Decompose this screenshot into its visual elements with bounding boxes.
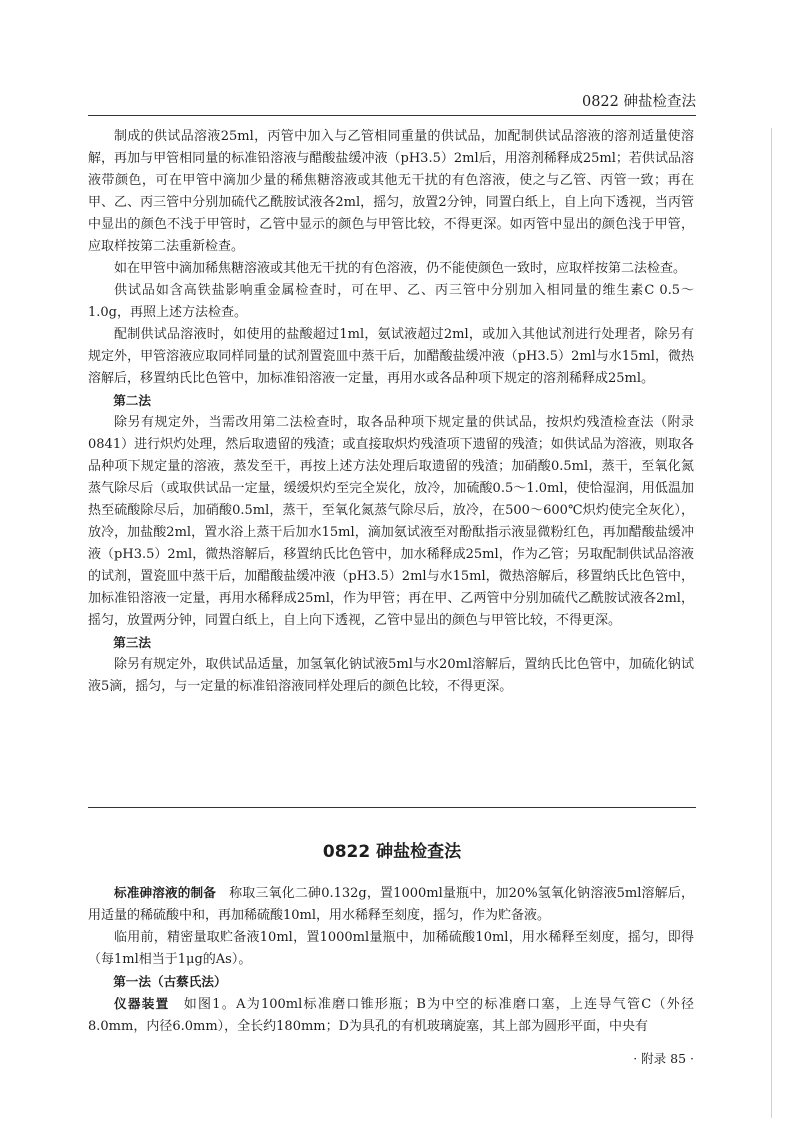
paragraph: 除另有规定外，取供试品适量，加氢氧化钠试液5ml与水20ml溶解后，置纳氏比色管中，加硫化钠试液5滴，摇匀，与一定量的标准铅溶液同样处理后的颜色比较，不得更深。	[88, 657, 694, 694]
section-rule	[88, 807, 696, 808]
paragraph: 临用前，精密量取贮备液10ml，置1000ml量瓶中，加稀硫酸10ml，用水稀释至刻度，摇匀，即得（每1ml相当于1μg的As）。	[88, 930, 694, 967]
running-header: 0822 砷盐检查法	[581, 94, 696, 110]
paragraph-text: 如图1。A为100ml标准磨口锥形瓶；B为中空的标准磨口塞，上连导气管C（外径8.0mm，内径6.0mm），全长约180mm；D为具孔的有机玻璃旋塞，其上部为圆形平面，中央有	[88, 997, 694, 1034]
subheading-method-3: 第三法	[113, 635, 151, 650]
header-rule	[88, 115, 696, 116]
paragraph: 除另有规定外，当需改用第二法检查时，取各品种项下规定量的供试品，按炽灼残渣检查法（附录0841）进行炽灼处理，然后取遗留的残渣；或直接取炽灼残渣项下遗留的残渣；如供试品为溶液，则取各品种项下规定量的溶液，蒸发至干，再按上述方法处理后取遗留的残渣；加硝酸0.5ml，蒸干，至氧化氮蒸气除尽后（或取供试品一定量，缓缓炽灼至完全炭化，放冷，加硫酸0.5～1.0ml，使恰湿润，用低温加热至硫酸除尽后，加硝酸0.5ml，蒸干，至氧化氮蒸气除尽后，放冷，在500～600℃炽灼使完全灰化），放冷，加盐酸2ml，置水浴上蒸干后加水15ml，滴加氨试液至对酚酞指示液显微粉红色，再加醋酸盐缓冲液（pH3.5）2ml，微热溶解后，移置纳氏比色管中，加水稀释成25ml，作为乙管；另取配制供试品溶液的试剂，置瓷皿中蒸干后，加醋酸盐缓冲液（pH3.5）2ml与水15ml，微热溶解后，移置纳氏比色管中，加标准铅溶液一定量，再用水稀释成25ml，作为甲管；再在甲、乙两管中分别加硫代乙酰胺试液各2ml，摇匀，放置两分钟，同置白纸上，自上向下透视，乙管中显出的颜色与甲管比较，不得更深。	[88, 415, 694, 628]
paragraph: 如在甲管中滴加稀焦糖溶液或其他无干扰的有色溶液，仍不能使颜色一致时，应取样按第二法检查。	[114, 261, 687, 276]
section-title: 0822 砷盐检查法	[322, 842, 462, 862]
paragraph	[88, 882, 694, 927]
subheading-method-2: 第二法	[113, 393, 151, 408]
paragraph: 制成的供试品溶液25ml，丙管中加入与乙管相同重量的供试品，加配制供试品溶液的溶剂适量使溶解，再加与甲管相同量的标准铅溶液与醋酸盐缓冲液（pH3.5）2ml后，用溶剂稀释成25ml；若供试品溶液带颜色，可在甲管中滴加少量的稀焦糖溶液或其他无干扰的有色溶液，使之与乙管、丙管一致；再在甲、乙、丙三管中分别加硫代乙酰胺试液各2ml，摇匀，放置2分钟，同置白纸上，自上向下透视，当丙管中显出的颜色不浅于甲管时，乙管中显示的颜色与甲管比较，不得更深。如丙管中显出的颜色浅于甲管，应取样按第二法重新检查。	[88, 129, 694, 254]
page-number: · 附录 85 ·	[633, 1051, 694, 1066]
paragraph: 供试品如含高铁盐影响重金属检查时，可在甲、乙、丙三管中分别加入相同量的维生素C 0.5～1.0g，再照上述方法检查。	[88, 283, 694, 320]
inline-label: 标准砷溶液的制备	[114, 885, 216, 900]
upper-body	[88, 126, 694, 698]
inline-label: 仪器装置	[114, 996, 170, 1011]
paragraph	[88, 993, 694, 1038]
paragraph-text: 称取三氧化二砷0.132g，置1000ml量瓶中，加20%氢氧化钠溶液5ml溶解后，用适量的稀硫酸中和，再加稀硫酸10ml，用水稀释至刻度，摇匀，作为贮备液。	[88, 886, 694, 923]
page-edge-line	[771, 128, 772, 1118]
section-body	[88, 882, 694, 1038]
subheading-method-1: 第一法（古蔡氏法）	[113, 974, 227, 989]
paragraph: 配制供试品溶液时，如使用的盐酸超过1ml，氨试液超过2ml，或加入其他试剂进行处理者，除另有规定外，甲管溶液应取同样同量的试剂置瓷皿中蒸干后，加醋酸盐缓冲液（pH3.5）2ml与水15ml，微热溶解后，移置纳氏比色管中，加标准铅溶液一定量，再用水或各品种项下规定的溶剂稀释成25ml。	[88, 327, 694, 386]
